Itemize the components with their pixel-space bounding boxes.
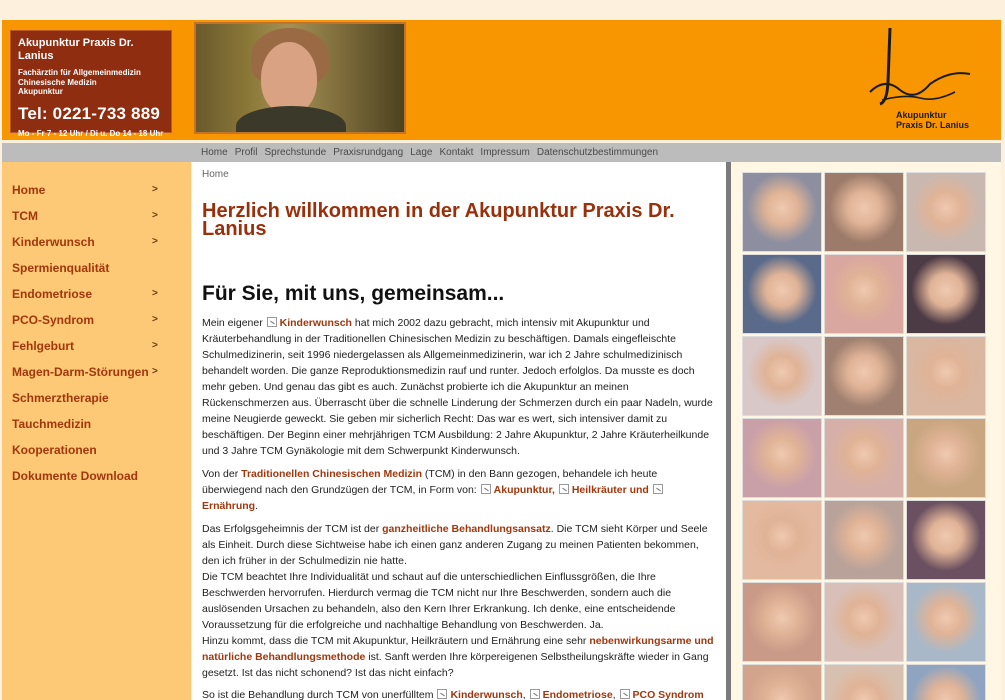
main-content [192,162,726,700]
logo-subtitle [18,68,164,97]
signature-line: Akupunktur [896,110,947,120]
opening-hours: Mo - Fr 7 - 12 Uhr / Di u. Do 14 - 18 Uhr [18,128,164,138]
page-title: Herzlich willkommen in der Akupunktur Praxis Dr. Lanius [202,200,675,240]
baby-photo[interactable] [906,418,986,498]
sidebar-item-label: TCM [12,209,38,223]
signature-icon [860,22,980,112]
topnav-lage[interactable]: Lage [410,147,433,158]
link-ganzheitlich[interactable]: ganzheitliche Behandlungsansatz [382,523,551,535]
portrait-shoulders [236,106,346,134]
topnav-profil[interactable]: Profil [234,147,258,158]
logo-subtitle-line: Akupunktur [18,87,63,96]
doctor-portrait [194,22,406,134]
text: . Die TCM sieht Körper und Seele als Einheit. Durch diese Sichtweise habe ich einen ganz anderen Zugang zu meinen Patienten bekommen, den ich früher in der Schulmedizin nie hatte. [202,523,708,567]
text: . [255,500,259,512]
chevron-right-icon: > [152,210,158,221]
baby-photo[interactable] [906,172,986,252]
sidebar-item-label: Tauchmedizin [12,417,92,431]
text: , [522,689,526,700]
baby-photo[interactable] [906,664,986,700]
sidebar-item-kooperationen[interactable] [12,443,172,457]
topnav-sprechstunde[interactable]: Sprechstunde [264,147,327,158]
text: Mein eigener [202,317,263,329]
baby-photo[interactable] [742,582,822,662]
baby-photo[interactable] [824,500,904,580]
sidebar-item-home[interactable] [12,183,172,197]
sidebar-item-label: Kooperationen [12,443,97,457]
topnav-datenschutz[interactable]: Datenschutzbestimmungen [536,147,659,158]
baby-photo[interactable] [906,582,986,662]
chevron-right-icon: > [152,314,158,325]
sidebar-item-tauchmedizin[interactable] [12,417,172,431]
internal-link-icon [267,317,277,327]
text: , [612,689,616,700]
chevron-right-icon: > [152,340,158,351]
sidebar-item-label: Kinderwunsch [12,235,95,249]
sidebar-item-magen-darm[interactable] [12,365,172,379]
sidebar-item-dokumente-download[interactable] [12,469,172,483]
paragraph-tcm [202,466,718,514]
text: So ist die Behandlung durch TCM von unerfülltem [202,689,434,700]
internal-link-icon [653,484,663,494]
chevron-right-icon: > [152,366,158,377]
sidebar-item-tcm[interactable] [12,209,172,223]
text: Von der [202,468,239,480]
signature-text [896,110,969,130]
internal-link-icon [559,484,569,494]
baby-photo-gallery [742,172,986,700]
signature-logo [860,22,980,134]
baby-photo[interactable] [742,172,822,252]
chevron-right-icon: > [152,288,158,299]
link-endometriose[interactable]: Endometriose [542,689,613,700]
sidebar-item-label: Schmerztherapie [12,391,109,405]
sidebar-item-label: Magen-Darm-Störungen [12,365,149,379]
topnav-impressum[interactable]: Impressum [480,147,530,158]
breadcrumb[interactable]: Home [202,169,229,180]
link-pco-syndrom[interactable]: PCO Syndrom [632,689,704,700]
sidebar-item-label: Home [12,183,46,197]
baby-photo[interactable] [824,336,904,416]
baby-photo[interactable] [824,664,904,700]
link-kinderwunsch[interactable]: Kinderwunsch [279,317,352,329]
signature-line: Praxis Dr. Lanius [896,120,970,130]
baby-photo[interactable] [824,582,904,662]
topnav-home[interactable]: Home [201,147,228,158]
link-ernaehrung[interactable]: Ernährung [202,500,256,512]
logo-subtitle-line: Chinesische Medizin [18,77,97,87]
internal-link-icon [481,484,491,494]
baby-photo[interactable] [824,418,904,498]
paragraph-behandlung [202,687,718,700]
paragraph-erfolgsgeheimnis [202,521,718,681]
logo[interactable] [10,30,172,138]
sidebar [2,162,191,700]
text: Hinzu kommt, dass die TCM mit Akupunktur, Heilkräutern und Ernährung eine sehr [202,635,587,647]
sidebar-item-schmerztherapie[interactable] [12,391,172,405]
sidebar-item-fehlgeburt[interactable] [12,339,172,353]
portrait-face [261,42,317,114]
logo-subtitle-line: Fachärztin für Allgemeinmedizin [18,68,141,77]
baby-photo[interactable] [824,172,904,252]
internal-link-icon [437,689,447,699]
sidebar-item-label: Fehlgeburt [12,339,74,353]
baby-photo[interactable] [906,336,986,416]
baby-photo[interactable] [742,664,822,700]
sidebar-item-label: PCO-Syndrom [12,313,95,327]
internal-link-icon [620,689,630,699]
sidebar-item-label: Spermienqualität [12,261,110,275]
sidebar-item-kinderwunsch[interactable] [12,235,172,249]
section-heading: Für Sie, mit uns, gemeinsam... [202,282,505,305]
phone-number: Tel: 0221-733 889 [18,103,161,123]
link-heilkraeuter[interactable]: Heilkräuter und [571,484,649,496]
sidebar-item-spermienqualitaet[interactable] [12,261,172,275]
text: (TCM) in den Bann gezogen, behandele ich heute überwiegend nach den Grundzügen der TCM, in Form von: [202,468,658,496]
text: Das Erfolgsgeheimnis der TCM ist der [202,523,380,535]
paragraph-intro [202,315,718,459]
text: Die TCM beachtet Ihre Individualität und schaut auf die unterschiedlichen Einflussgrößen, die Ihre Beschwerden hervorrufen. Hierdurch vermag die TCM nicht nur Ihre Beschwerden, sondern auch die auslösenden Ursachen zu behandeln, also den Kern Ihrer Erkrankung. Ich denke, eine entscheidende Voraussetzung für die erfolgreiche und nachhaltige Behandlung von Beschwerden. Ja. [202,571,676,631]
baby-photo[interactable] [906,500,986,580]
baby-photo[interactable] [742,418,822,498]
text: ist. Sanft werden Ihre körpereigenen Selbstheilungskräfte wieder in Gang gesetzt. Ist das nicht schonend? Ist das nicht einfach? [202,651,709,679]
link-kinderwunsch-2[interactable]: Kinderwunsch [450,689,523,700]
logo-title: Akupunktur Praxis Dr. Lanius [18,37,134,62]
sidebar-item-label: Dokumente Download [12,469,139,483]
sidebar-item-endometriose[interactable] [12,287,172,301]
link-akupunktur[interactable]: Akupunktur, [493,484,555,496]
internal-link-icon [530,689,540,699]
topnav-kontakt[interactable]: Kontakt [439,147,474,158]
chevron-right-icon: > [152,184,158,195]
baby-photo[interactable] [742,500,822,580]
sidebar-item-pco-syndrom[interactable] [12,313,172,327]
top-navigation [2,143,1001,162]
baby-photo[interactable] [824,254,904,334]
baby-photo[interactable] [906,254,986,334]
baby-photo[interactable] [742,336,822,416]
baby-photo[interactable] [742,254,822,334]
text: hat mich 2002 dazu gebracht, mich intensiv mit Akupunktur und Kräuterbehandlung in der Traditionellen Chinesischen Medizin zu beschäftigen. Damals eingefleischte Schulmedizinerin, seit 1996 niedergelassen als Allgemeinmedizinerin, war ich 2 Jahre schulmedizinisch behandelt worden. Die ganze Reproduktionsmedizin rauf und runter. Jedoch erfolglos. Da musste es doch mehr geben. Und genau das gibt es auch. Zunächst probierte ich die Akupunktur an meinen Rückenschmerzen aus. Überrascht über die schnelle Linderung der Schmerzen durch ein paar Nadeln, wurde meine Neugierde geweckt. Sie geben mir sicherlich Recht: Das war es wert, sich intensiver damit zu beschäftigen. Der Beginn einer mehrjährigen TCM Ausbildung: 2 Jahre Akupunktur, 2 Jahre Kräuterheilkunde und 3 Jahre TCM Gynäkologie mit dem Schwerpunkt Kinderwunsch. [202,317,713,457]
link-nebenwirkungsarm[interactable]: nebenwirkungsarme und natürliche Behandlungsmethode [202,635,714,663]
sidebar-item-label: Endometriose [12,287,93,301]
link-tcm[interactable]: Traditionellen Chinesischen Medizin [241,468,422,480]
header [2,20,1001,140]
topnav-praxisrundgang[interactable]: Praxisrundgang [333,147,404,158]
chevron-right-icon: > [152,236,158,247]
